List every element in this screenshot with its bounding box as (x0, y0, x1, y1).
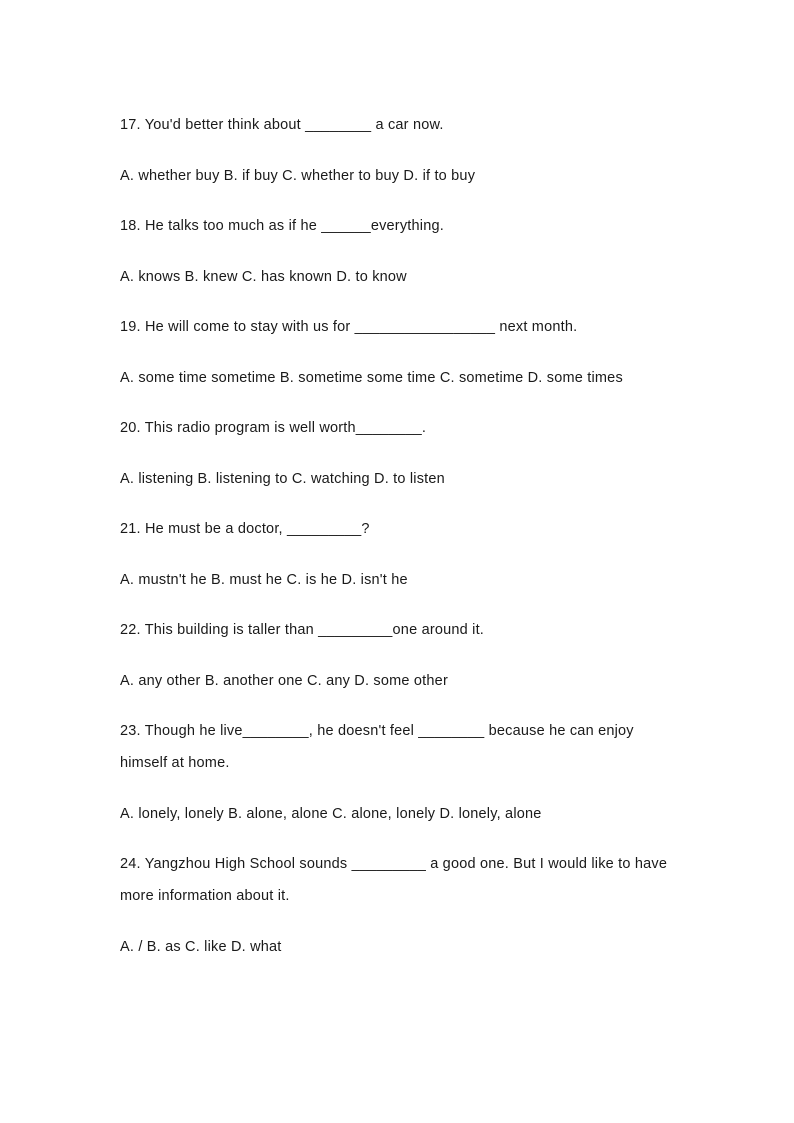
question-22-options: A. any other B. another one C. any D. some other (120, 672, 448, 689)
question-21-options: A. mustn't he B. must he C. is he D. isn't he (120, 571, 408, 588)
question-18-options: A. knows B. knew C. has known D. to know (120, 268, 407, 285)
question-18-stem: 18. He talks too much as if he ______everything. (120, 218, 444, 234)
question-list (120, 109, 676, 981)
question-24-stem: 24. Yangzhou High School sounds _________ a good one. But I would like to have more information about it. (120, 856, 668, 904)
question-20-stem: 20. This radio program is well worth________. (120, 420, 427, 436)
question-19-stem: 19. He will come to stay with us for _________________ next month. (120, 319, 578, 335)
question-22-stem: 22. This building is taller than _________one around it. (120, 622, 485, 638)
question-23-options: A. lonely, lonely B. alone, alone C. alone, lonely D. lonely, alone (120, 805, 542, 822)
question-21-stem: 21. He must be a doctor, _________? (120, 521, 370, 537)
question-23-stem: 23. Though he live________, he doesn't feel ________ because he can enjoy himself at home. (120, 723, 634, 771)
question-19-options: A. some time sometime B. sometime some time C. sometime D. some times (120, 369, 623, 386)
question-24-options: A. / B. as C. like D. what (120, 938, 282, 955)
question-17-stem: 17. You'd better think about ________ a car now. (120, 117, 444, 133)
question-17-options: A. whether buy B. if buy C. whether to buy D. if to buy (120, 167, 476, 184)
question-20-options: A. listening B. listening to C. watching D. to listen (120, 470, 445, 487)
